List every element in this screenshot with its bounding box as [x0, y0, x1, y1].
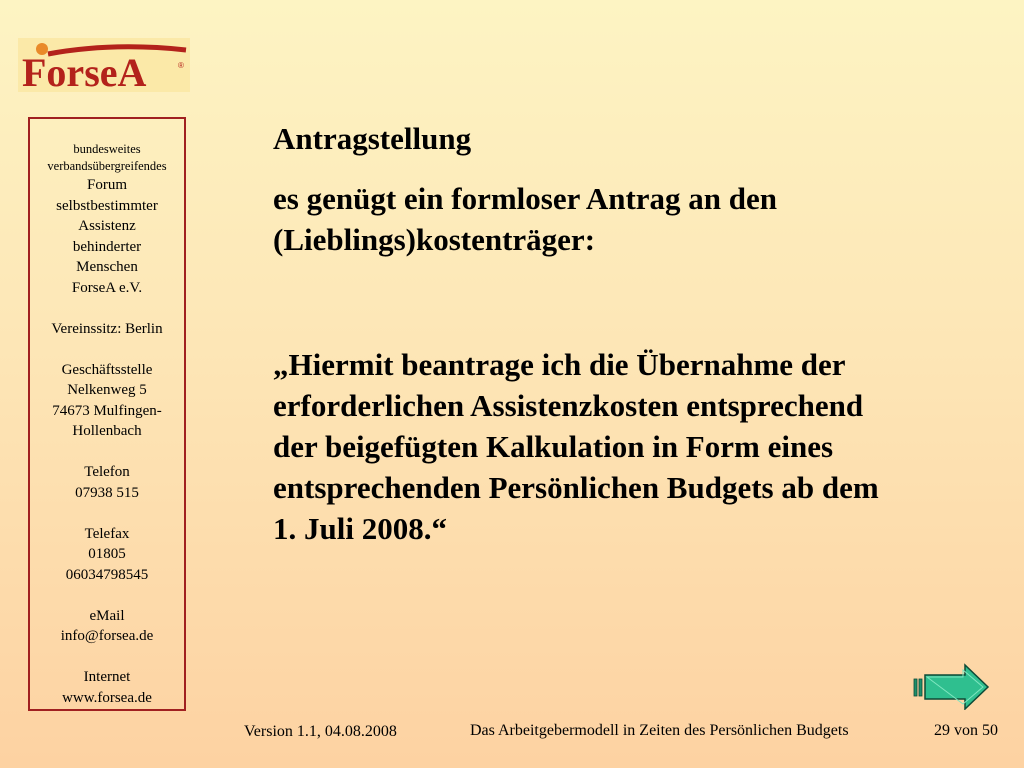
info-line: selbstbestimmter	[56, 197, 158, 214]
quote-line: erforderlichen Assistenzkosten entsprechend	[273, 388, 864, 423]
registered-seat: Vereinssitz: Berlin	[51, 320, 163, 337]
footer-version: Version 1.1, 04.08.2008	[244, 723, 397, 740]
office-city: Hollenbach	[72, 423, 142, 439]
info-line: bundesweites	[73, 142, 141, 156]
email-label: eMail	[89, 607, 125, 624]
organization-info-box	[28, 117, 186, 711]
fax-number: 01805	[88, 546, 126, 562]
intro-line: (Lieblings)kostenträger:	[273, 222, 596, 257]
info-line: verbandsübergreifendes	[47, 159, 167, 173]
application-quote	[273, 344, 973, 549]
quote-line: der beigefügten Kalkulation in Form eines	[273, 429, 834, 464]
phone-number: 07938 515	[75, 484, 139, 501]
page-counter: 29 von 50	[934, 722, 998, 739]
org-name: ForseA e.V.	[71, 279, 143, 296]
info-line: Menschen	[76, 259, 138, 275]
forsea-logo	[18, 38, 190, 92]
office-label: Geschäftsstelle	[61, 361, 153, 378]
quote-line: 1. Juli 2008.“	[273, 511, 447, 546]
email-address: info@forsea.de	[60, 628, 154, 644]
registered-mark: ®	[178, 61, 184, 70]
intro-text	[273, 178, 973, 260]
logo-text: ForseA	[22, 50, 147, 92]
phone-label: Telefon	[84, 464, 130, 480]
website-url: www.forsea.de	[62, 689, 152, 706]
fax-label: Telefax	[84, 525, 130, 542]
footer-title: Das Arbeitgebermodell in Zeiten des Persönlichen Budgets	[470, 722, 849, 739]
fax-number: 06034798545	[65, 566, 149, 583]
next-slide-button[interactable]	[913, 662, 991, 710]
office-city: 74673 Mulfingen-	[52, 402, 162, 419]
quote-line: entsprechenden Persönlichen Budgets ab dem	[273, 470, 879, 505]
slide-heading: Antragstellung	[273, 121, 472, 156]
intro-line: es genügt ein formloser Antrag an den	[273, 181, 778, 216]
info-line: behinderter	[72, 238, 142, 255]
next-arrow-icon	[913, 662, 991, 710]
info-line: Assistenz	[78, 218, 136, 234]
quote-line: „Hiermit beantrage ich die Übernahme der	[273, 347, 846, 382]
office-street: Nelkenweg 5	[67, 382, 147, 398]
slide-content	[273, 118, 973, 549]
info-line: Forum	[86, 177, 127, 193]
website-label: Internet	[83, 669, 131, 685]
